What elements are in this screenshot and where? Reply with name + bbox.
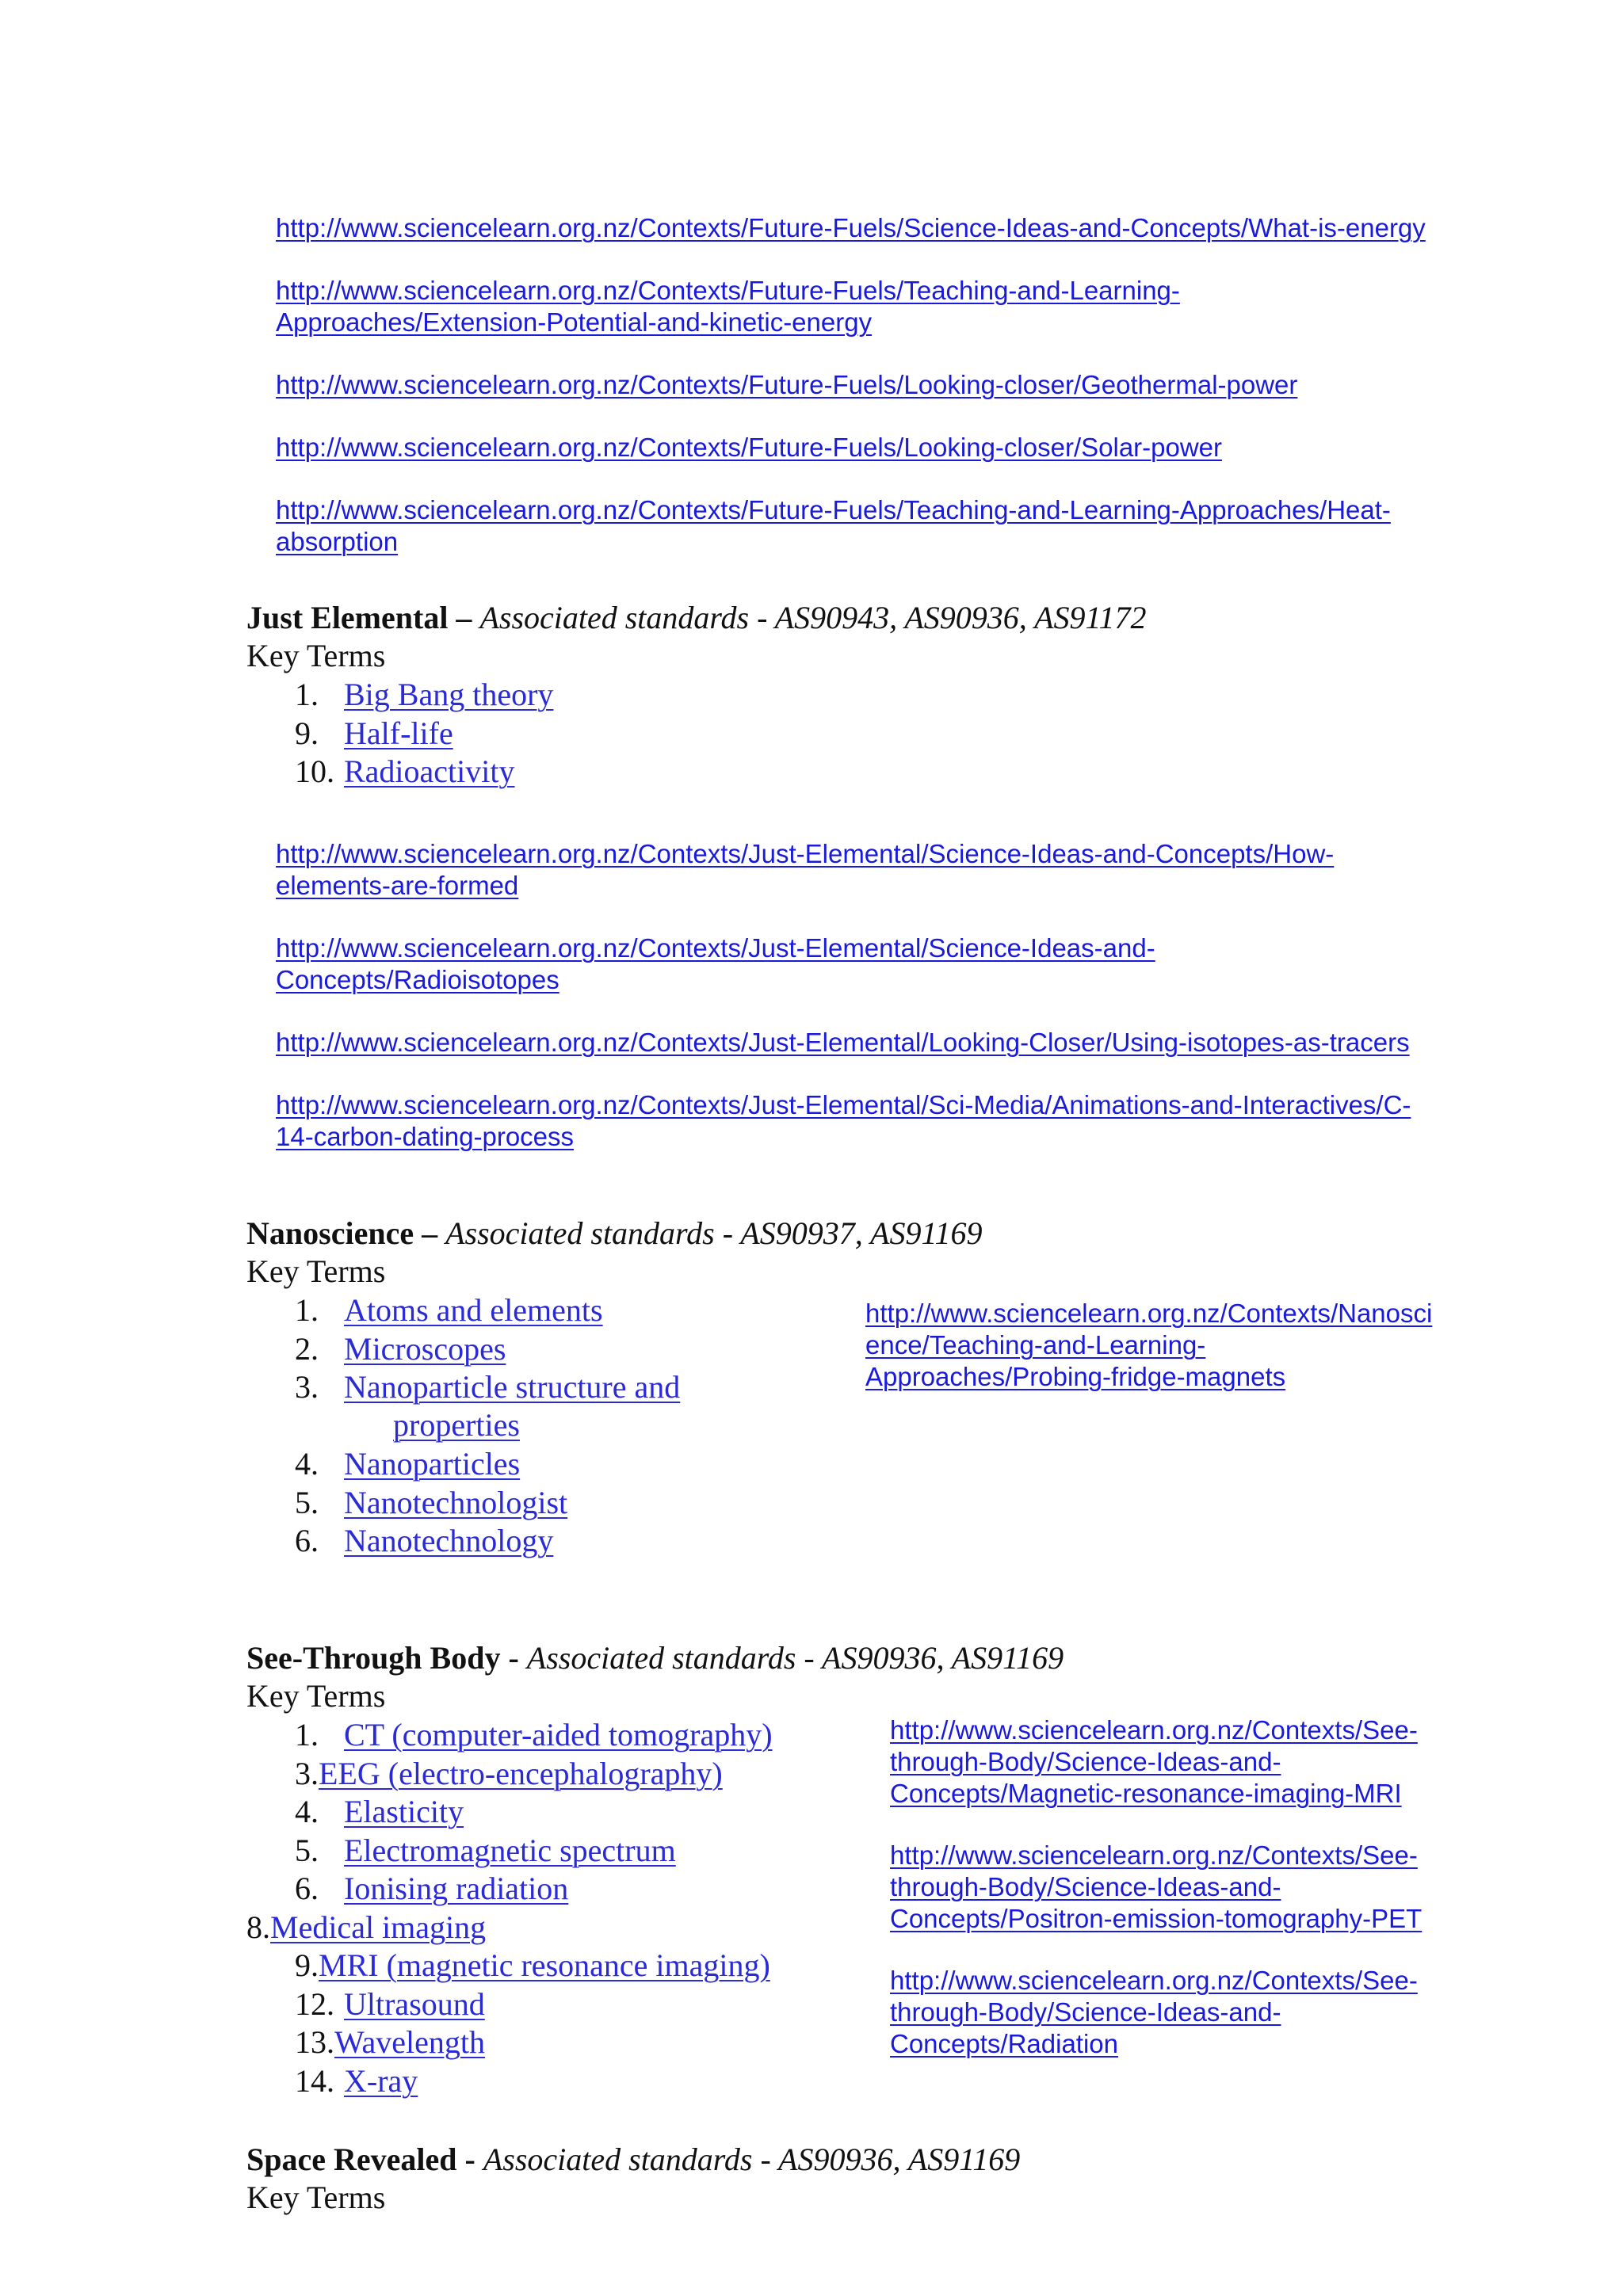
list-item: 3.EEG (electro-encephalography) — [295, 1756, 723, 1791]
term-link[interactable]: Elasticity — [344, 1794, 464, 1829]
term-link[interactable]: Nanotechnology — [344, 1523, 554, 1558]
section-standards: Associated standards - AS90937, AS91169 — [445, 1215, 983, 1251]
section-title: Nanoscience – — [246, 1215, 438, 1251]
link-mri[interactable]: http://www.sciencelearn.org.nz/Contexts/See- through-Body/Science-Ideas-and- Concepts/Magnetic-resonance-imaging-MRI — [890, 1715, 1418, 1808]
link-pet[interactable]: http://www.sciencelearn.org.nz/Contexts/See- through-Body/Science-Ideas-and- Concepts/Positron-emission-tomography-PET — [890, 1840, 1423, 1933]
term-link[interactable]: Atoms and elements — [344, 1292, 603, 1328]
link-carbon-dating-process[interactable]: http://www.sciencelearn.org.nz/Contexts/Just-Elemental/Sci-Media/Animations-and-Interactives/C- 14-carbon-dating-process — [276, 1090, 1411, 1151]
term-link[interactable]: Nanoparticles — [344, 1446, 521, 1482]
section-heading-nanoscience — [246, 1215, 982, 1253]
list-item: 9. Half-life — [295, 715, 453, 751]
term-link[interactable]: Nanotechnologist — [344, 1485, 568, 1520]
link-how-elements-are-formed[interactable]: http://www.sciencelearn.org.nz/Contexts/Just-Elemental/Science-Ideas-and-Concepts/How- elements-are-formed — [276, 839, 1335, 900]
term-link[interactable]: Big Bang theory — [344, 677, 554, 712]
section-standards: Associated standards - AS90943, AS90936, AS91172 — [479, 600, 1147, 635]
term-link[interactable]: X-ray — [344, 2063, 418, 2099]
list-item: 4. Nanoparticles — [295, 1446, 521, 1482]
list-item: 13.Wavelength — [295, 2024, 486, 2060]
section-standards: Associated standards - AS90936, AS91169 — [526, 1640, 1064, 1676]
term-link[interactable]: Radioactivity — [344, 753, 515, 789]
list-item: 10. Radioactivity — [295, 753, 515, 789]
list-item: 3. Nanoparticle structure and properties — [295, 1369, 681, 1443]
list-item: 4. Elasticity — [295, 1794, 464, 1829]
key-terms-label: Key Terms — [246, 1253, 386, 1289]
list-item: 2. Microscopes — [295, 1331, 506, 1367]
link-radioisotopes[interactable]: http://www.sciencelearn.org.nz/Contexts/Just-Elemental/Science-Ideas-and- Concepts/Radioisotopes — [276, 933, 1155, 994]
list-item: 6. Nanotechnology — [295, 1523, 554, 1558]
link-solar-power[interactable]: http://www.sciencelearn.org.nz/Contexts/Future-Fuels/Looking-closer/Solar-power — [276, 433, 1223, 462]
link-geothermal-power[interactable]: http://www.sciencelearn.org.nz/Contexts/Future-Fuels/Looking-closer/Geothermal-power — [276, 370, 1298, 399]
key-terms-label: Key Terms — [246, 638, 386, 673]
term-link[interactable]: Half-life — [344, 715, 453, 751]
section-heading-space-revealed — [246, 2141, 1020, 2179]
section-title: Just Elemental – — [246, 600, 472, 635]
term-link[interactable]: Ionising radiation — [344, 1871, 569, 1906]
section-standards: Associated standards - AS90936, AS91169 — [483, 2142, 1021, 2177]
section-heading-just-elemental — [246, 599, 1147, 637]
term-link[interactable]: Microscopes — [344, 1331, 506, 1367]
term-link[interactable]: Wavelength — [334, 2024, 486, 2060]
list-item: 12. Ultrasound — [295, 1986, 485, 2022]
section-heading-see-through-body — [246, 1639, 1064, 1677]
list-item: 9.MRI (magnetic resonance imaging) — [295, 1947, 770, 1983]
link-probing-fridge-magnets[interactable]: http://www.sciencelearn.org.nz/Contexts/Nanosci ence/Teaching-and-Learning- Approaches/Probing-fridge-magnets — [865, 1299, 1433, 1391]
link-isotopes-as-tracers[interactable]: http://www.sciencelearn.org.nz/Contexts/Just-Elemental/Looking-Closer/Using-isotopes-as-tracers — [276, 1028, 1410, 1057]
list-item: 6. Ionising radiation — [295, 1871, 569, 1906]
list-item: 14. X-ray — [295, 2063, 418, 2099]
list-item: 1. Big Bang theory — [295, 677, 554, 712]
term-link[interactable]: Medical imaging — [270, 1909, 487, 1945]
link-what-is-energy[interactable]: http://www.sciencelearn.org.nz/Contexts/Future-Fuels/Science-Ideas-and-Concepts/What-is-energy — [276, 213, 1426, 242]
section-title: Space Revealed - — [246, 2142, 475, 2177]
term-link[interactable]: Nanoparticle structure and — [344, 1369, 681, 1405]
term-link[interactable]: Ultrasound — [344, 1986, 485, 2022]
link-potential-kinetic-energy[interactable]: http://www.sciencelearn.org.nz/Contexts/Future-Fuels/Teaching-and-Learning- Approaches/Extension-Potential-and-kinetic-energy — [276, 276, 1180, 337]
term-link-continued[interactable]: properties — [393, 1407, 520, 1443]
term-link[interactable]: MRI (magnetic resonance imaging) — [319, 1947, 770, 1983]
list-item: 5. Nanotechnologist — [295, 1485, 568, 1520]
term-link[interactable]: CT (computer-aided tomography) — [344, 1717, 773, 1753]
key-terms-label: Key Terms — [246, 2180, 386, 2215]
list-item: 1. Atoms and elements — [295, 1292, 603, 1328]
term-link[interactable]: EEG (electro-encephalography) — [319, 1756, 723, 1791]
list-item: 1. CT (computer-aided tomography) — [295, 1717, 773, 1753]
key-terms-label: Key Terms — [246, 1678, 386, 1714]
link-heat-absorption[interactable]: http://www.sciencelearn.org.nz/Contexts/Future-Fuels/Teaching-and-Learning-Approaches/Heat- absorption — [276, 495, 1391, 556]
section-title: See-Through Body - — [246, 1640, 519, 1676]
link-radiation[interactable]: http://www.sciencelearn.org.nz/Contexts/See- through-Body/Science-Ideas-and- Concepts/Radiation — [890, 1966, 1418, 2058]
list-item: 5. Electromagnetic spectrum — [295, 1833, 676, 1868]
list-item: 8.Medical imaging — [246, 1909, 487, 1945]
term-link[interactable]: Electromagnetic spectrum — [344, 1833, 676, 1868]
